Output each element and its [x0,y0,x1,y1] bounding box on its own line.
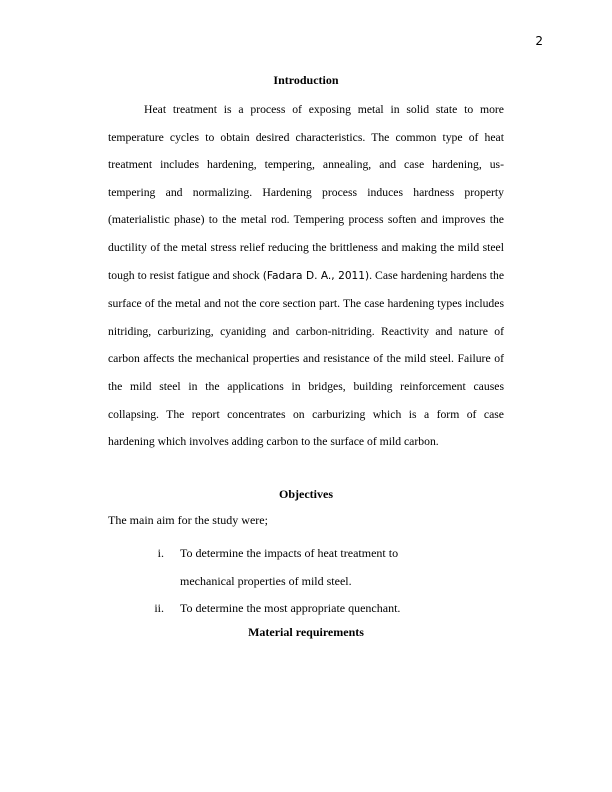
list-marker: i. [157,546,164,560]
objectives-lead: The main aim for the study were; [108,513,268,527]
list-item-text: To determine the most appropriate quenchant. [180,601,401,616]
list-item-text: To determine the impacts of heat treatment to mechanical properties of mild steel. [180,546,399,588]
objectives-heading: Objectives [279,487,333,501]
introduction-heading: Introduction [273,73,339,87]
introduction-paragraph [108,96,504,456]
list-item [108,595,504,623]
material-requirements-heading: Material requirements [248,625,364,639]
objectives-list [108,540,504,623]
citation: (Fadara D. A., 2011) [262,269,370,282]
list-marker: ii. [154,601,164,616]
introduction-body [108,96,504,456]
page-number: 2 [535,34,543,48]
introduction-text-end: . Case hardening hardens the surface of the metal and not the core section part. The case hardening types includes nitriding, carburizing, cyaniding and carbon-nitriding. Reactivity and nature of carbon affects the mechanical properties and resistance of the mild steel. Failure of the mild steel in the applications in bridges, building reinforcement causes collapsing. The report concentrates on carburizing which is a form of case hardening which involves adding carbon to the surface of mild carbon. [108,268,505,449]
list-item [108,540,504,595]
introduction-text-start: Heat treatment is a process of exposing metal in solid state to more temperature cycles to obtain desired characteristics. The common type of heat treatment includes hardening, tempering, annealing, and case hardening, us-tempering and normalizing. Hardening process induces hardness property (materialistic phase) to the metal rod. Tempering process soften and improves the ductility of the metal stress relief reducing the brittleness and making the mild steel tough to resist fatigue and shock [108,103,504,282]
